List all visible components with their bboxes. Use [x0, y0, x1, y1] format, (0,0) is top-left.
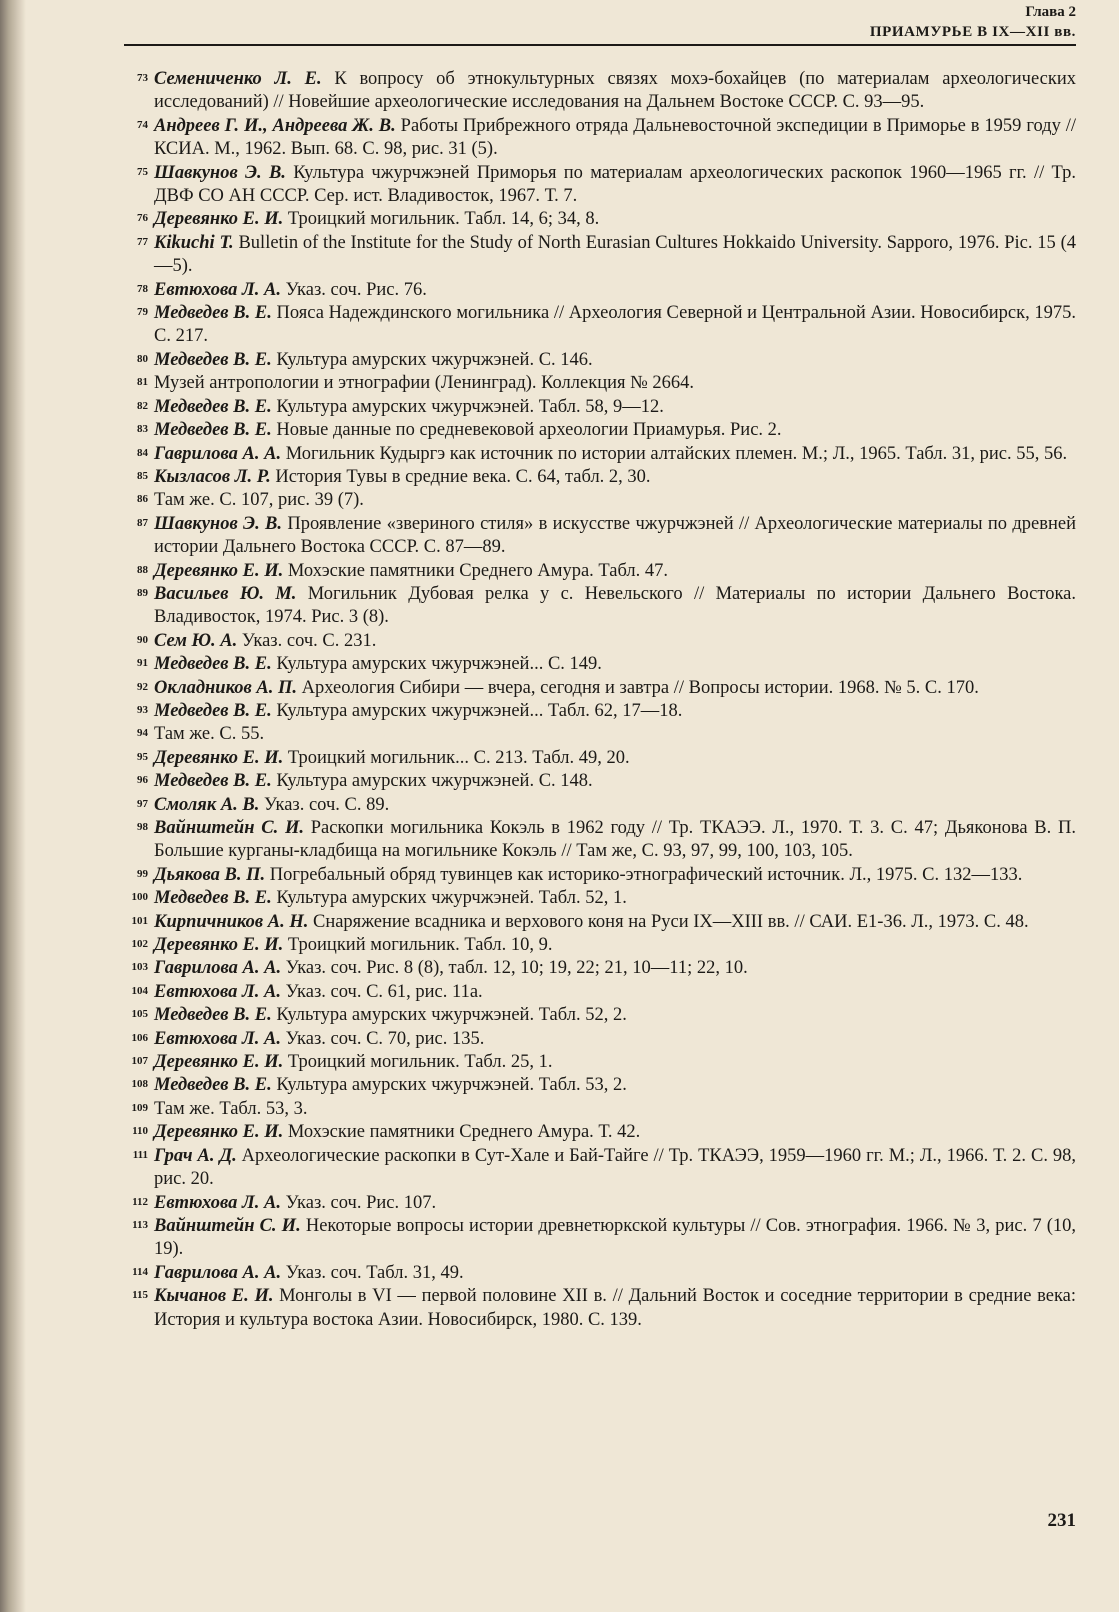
- endnote-author: Медведев В. Е.: [154, 888, 272, 909]
- endnote-author: Шавкунов Э. В.: [154, 162, 286, 183]
- endnote-text: Троицкий могильник. Табл. 25, 1.: [287, 1052, 553, 1073]
- endnote-item: [124, 1215, 1076, 1262]
- endnote-text: Культура амурских чжурчжэней. Табл. 52, 2.: [276, 1005, 627, 1026]
- endnote-item: [124, 279, 1076, 302]
- endnote-author: Медведев В. Е.: [154, 396, 272, 417]
- endnote-text: Указ. соч. С. 70, рис. 135.: [285, 1028, 485, 1049]
- endnote-item: [124, 443, 1076, 466]
- endnote-number: 108: [131, 1078, 148, 1091]
- endnote-item: [124, 1121, 1076, 1144]
- endnote-text: Культура амурских чжурчжэней... Табл. 62, 17—18.: [276, 700, 683, 721]
- endnote-item: [124, 794, 1076, 817]
- endnote-author: Кычанов Е. И.: [154, 1286, 274, 1307]
- endnote-number: 80: [137, 352, 148, 365]
- endnote-number: 89: [137, 586, 148, 599]
- endnote-number: 96: [137, 774, 148, 787]
- endnote-item: [124, 302, 1076, 349]
- endnote-text: Монголы в VI — первой половине XII в. // Дальний Восток и соседние территории в средние века: История и культура востока Азии. Новосибирск, 1980. С. 139.: [154, 1286, 1077, 1330]
- endnote-text: Проявление «звериного стиля» в искусстве чжурчжэней // Археологические материалы по древней истории Дальнего Востока СССР. С. 87—89.: [154, 513, 1077, 558]
- running-title: ПРИАМУРЬЕ В IX—XII вв.: [869, 24, 1076, 40]
- endnote-number: 77: [137, 235, 148, 248]
- endnote-author: Медведев В. Е.: [154, 1075, 272, 1096]
- endnote-number: 90: [137, 633, 148, 646]
- endnote-number: 102: [131, 938, 148, 951]
- endnote-number: 81: [137, 376, 148, 389]
- endnote-number: 111: [132, 1148, 148, 1161]
- endnote-number: 101: [131, 914, 148, 927]
- endnote-author: Андреев Г. И., Андреева Ж. В.: [154, 115, 396, 136]
- endnote-number: 73: [137, 72, 148, 84]
- endnote-number: 112: [132, 1195, 148, 1208]
- endnote-item: [124, 396, 1076, 419]
- endnote-text: Культура амурских чжурчжэней. Табл. 58, 9—12.: [276, 396, 664, 417]
- endnote-text: Работы Прибрежного отряда Дальневосточной экспедиции в Приморье в 1959 году // КСИА. М., 1962. Вып. 68. С. 98, рис. 31 (5).: [154, 115, 1077, 160]
- endnote-text: Указ. соч. С. 89.: [264, 794, 390, 815]
- endnote-item: [124, 1192, 1076, 1215]
- endnote-number: 84: [137, 446, 148, 459]
- endnote-number: 106: [131, 1031, 148, 1044]
- endnote-author: Вайнштейн С. И.: [154, 818, 304, 838]
- endnote-text: Культура чжурчжэней Приморья по материалам археологических раскопок 1960—1965 гг. // Тр. ДВФ СО АН СССР. Сер. ист. Владивосток, 1967. Т. 7.: [154, 162, 1076, 207]
- endnote-author: Васильев Ю. М.: [154, 583, 297, 604]
- endnote-number: 110: [132, 1125, 148, 1138]
- endnote-item: [124, 419, 1076, 442]
- endnote-author: Шавкунов Э. В.: [154, 513, 283, 534]
- endnote-item: [124, 677, 1076, 700]
- endnote-item: [124, 1145, 1076, 1192]
- endnote-number: 88: [137, 563, 148, 576]
- endnote-item: [124, 1051, 1076, 1074]
- endnote-text: Там же. С. 107, рис. 39 (7).: [154, 490, 364, 511]
- endnote-text: Указ. соч. Табл. 31, 49.: [285, 1262, 464, 1283]
- endnote-number: 93: [137, 703, 148, 716]
- endnote-number: 94: [137, 727, 148, 740]
- endnote-number: 100: [131, 891, 148, 904]
- endnote-author: Деревянко Е. И.: [154, 935, 284, 956]
- endnote-item: [124, 1004, 1076, 1027]
- endnote-author: Семениченко Л. Е.: [154, 69, 322, 89]
- book-page: [124, 0, 1076, 1612]
- endnote-text: История Тувы в средние века. С. 64, табл. 2, 30.: [275, 466, 651, 487]
- page-number: 231: [1047, 1510, 1076, 1531]
- endnote-number: 97: [137, 797, 148, 810]
- endnote-text: Новые данные по средневековой археологии Приамурья. Рис. 2.: [276, 420, 782, 441]
- endnote-author: Деревянко Е. И.: [154, 747, 284, 768]
- endnote-item: [124, 1028, 1076, 1051]
- endnote-number: 103: [131, 961, 148, 974]
- endnote-item: [124, 817, 1076, 864]
- endnote-number: 114: [132, 1265, 148, 1278]
- endnote-text: Указ. соч. С. 231.: [241, 630, 377, 651]
- endnote-item: [124, 934, 1076, 957]
- endnote-item: [124, 653, 1076, 676]
- endnote-item: [124, 1074, 1076, 1097]
- endnote-number: 86: [137, 493, 148, 506]
- endnote-author: Вайнштейн С. И.: [154, 1215, 301, 1236]
- endnote-item: [124, 1285, 1076, 1332]
- endnote-item: [124, 68, 1076, 115]
- endnote-item: [124, 349, 1076, 372]
- endnote-author: Медведев В. Е.: [154, 303, 272, 324]
- endnote-text: Культура амурских чжурчжэней... С. 149.: [276, 654, 602, 675]
- endnote-text: Троицкий могильник. Табл. 10, 9.: [287, 935, 553, 956]
- endnote-item: [124, 232, 1076, 279]
- endnote-text: Музей антропологии и этнографии (Ленинград). Коллекция № 2664.: [154, 373, 695, 394]
- endnote-text: Указ. соч. Рис. 76.: [285, 279, 427, 300]
- endnote-number: 91: [137, 657, 148, 670]
- endnote-number: 74: [137, 118, 148, 131]
- endnote-item: [124, 747, 1076, 770]
- endnote-author: Кирпичников А. Н.: [154, 911, 309, 932]
- endnote-number: 115: [132, 1289, 148, 1302]
- endnote-author: Гаврилова А. А.: [154, 443, 282, 464]
- endnote-text: Bulletin of the Institute for the Study of North Eurasian Cultures Hokkaido University. Sapporo, 1976. Pic. 15 (4—5).: [154, 232, 1076, 277]
- endnote-item: [124, 864, 1076, 887]
- endnote-number: 109: [131, 1101, 148, 1114]
- endnote-number: 98: [137, 821, 148, 833]
- endnote-number: 82: [137, 399, 148, 412]
- running-header: [870, 2, 1076, 42]
- endnote-author: Евтюхова Л. А.: [154, 1192, 281, 1213]
- endnote-author: Деревянко Е. И.: [154, 209, 284, 230]
- endnote-number: 95: [137, 750, 148, 763]
- endnote-number: 105: [131, 1008, 148, 1021]
- endnote-text: Археология Сибири — вчера, сегодня и завтра // Вопросы истории. 1968. № 5. С. 170.: [301, 677, 979, 698]
- endnote-item: [124, 1098, 1076, 1121]
- endnote-item: [124, 981, 1076, 1004]
- endnote-number: 107: [131, 1055, 148, 1068]
- endnote-author: Грач А. Д.: [154, 1145, 237, 1166]
- endnote-author: Kikuchi T.: [154, 232, 234, 253]
- endnote-number: 92: [137, 680, 148, 693]
- endnote-item: [124, 911, 1076, 934]
- endnote-author: Медведев В. Е.: [154, 700, 272, 721]
- endnote-author: Окладников А. П.: [154, 677, 298, 698]
- endnote-author: Медведев В. Е.: [154, 654, 272, 675]
- endnote-number: 83: [137, 423, 148, 436]
- endnote-text: Могильник Дубовая релка у с. Невельского // Материалы по истории Дальнего Востока. Владивосток, 1974. Рис. 3 (8).: [154, 583, 1076, 628]
- endnote-text: Культура амурских чжурчжэней. Табл. 53, 2.: [276, 1075, 627, 1096]
- endnote-item: [124, 560, 1076, 583]
- book-spine-shadow: [0, 0, 26, 1612]
- endnotes-list: [124, 68, 1076, 1332]
- endnote-item: [124, 372, 1076, 395]
- endnote-author: Евтюхова Л. А.: [154, 1028, 281, 1049]
- endnote-text: Троицкий могильник... С. 213. Табл. 49, 20.: [287, 747, 630, 768]
- endnote-text: Культура амурских чжурчжэней. С. 146.: [276, 349, 593, 370]
- endnote-number: 113: [132, 1218, 148, 1231]
- endnote-author: Гаврилова А. А.: [154, 1262, 282, 1283]
- endnote-author: Деревянко Е. И.: [154, 560, 284, 581]
- endnote-text: Указ. соч. Рис. 8 (8), табл. 12, 10; 19, 22; 21, 10—11; 22, 10.: [285, 958, 748, 979]
- endnote-text: Пояса Надеждинского могильника // Археология Северной и Центральной Азии. Новосибирск, 1975. С. 217.: [154, 303, 1076, 347]
- endnote-number: 99: [137, 867, 148, 880]
- endnote-author: Медведев В. Е.: [154, 771, 272, 792]
- endnote-text: Там же. С. 55.: [154, 724, 265, 745]
- endnote-text: К вопросу об этнокультурных связях мохэ-бохайцев (по материалам археологических исследований) // Новейшие археологические исследования на Дальнем Востоке СССР. С. 93—95.: [154, 69, 1076, 113]
- endnote-item: [124, 1262, 1076, 1285]
- endnote-text: Культура амурских чжурчжэней. Табл. 52, 1.: [276, 888, 627, 909]
- endnote-item: [124, 162, 1076, 209]
- endnote-text: Мохэские памятники Среднего Амура. Т. 42.: [287, 1122, 641, 1143]
- endnote-author: Дьякова В. П.: [154, 864, 266, 885]
- endnote-text: Могильник Кудыргэ как источник по истории алтайских племен. М.; Л., 1965. Табл. 31, рис. 55, 56.: [285, 443, 1068, 464]
- endnote-number: 104: [131, 984, 148, 997]
- endnote-item: [124, 630, 1076, 653]
- endnote-item: [124, 466, 1076, 489]
- endnote-author: Сем Ю. А.: [154, 630, 238, 651]
- endnote-text: Там же. Табл. 53, 3.: [154, 1098, 308, 1119]
- endnote-item: [124, 887, 1076, 910]
- endnote-author: Евтюхова Л. А.: [154, 279, 281, 300]
- endnote-item: [124, 115, 1076, 162]
- endnote-item: [124, 957, 1076, 980]
- endnote-text: Раскопки могильника Кокэль в 1962 году // Тр. ТКАЭЭ. Л., 1970. Т. 3. С. 47; Дьяконова В. П. Большие курганы-кладбища на могильнике Кокэль // Там же, С. 93, 97, 99, 100, 103, 105.: [154, 818, 1076, 862]
- endnote-text: Троицкий могильник. Табл. 14, 6; 34, 8.: [287, 209, 600, 230]
- endnote-text: Указ. соч. Рис. 107.: [285, 1192, 437, 1213]
- endnote-text: Снаряжение всадника и верхового коня на Руси IX—XIII вв. // САИ. Е1-36. Л., 1973. С. 48.: [312, 911, 1029, 932]
- endnote-item: [124, 489, 1076, 512]
- endnote-text: Культура амурских чжурчжэней. С. 148.: [276, 771, 593, 792]
- endnote-author: Деревянко Е. И.: [154, 1052, 284, 1073]
- endnote-number: 79: [137, 306, 148, 319]
- endnote-text: Погребальный обряд тувинцев как историко-этнографический источник. Л., 1975. С. 132—133.: [269, 864, 1023, 885]
- endnote-item: [124, 583, 1076, 630]
- endnote-item: [124, 513, 1076, 560]
- chapter-label: Глава 2: [1025, 4, 1076, 20]
- endnote-text: Мохэские памятники Среднего Амура. Табл. 47.: [287, 560, 669, 581]
- endnote-item: [124, 723, 1076, 746]
- endnote-author: Кызласов Л. Р.: [154, 466, 271, 487]
- endnote-number: 78: [137, 282, 148, 295]
- endnote-item: [124, 770, 1076, 793]
- endnote-number: 85: [137, 469, 148, 482]
- endnote-author: Деревянко Е. И.: [154, 1122, 284, 1143]
- endnote-author: Гаврилова А. А.: [154, 958, 282, 979]
- endnote-author: Медведев В. Е.: [154, 1005, 272, 1026]
- endnote-item: [124, 208, 1076, 231]
- endnote-number: 75: [137, 165, 148, 178]
- endnote-author: Медведев В. Е.: [154, 420, 272, 441]
- endnote-text: Некоторые вопросы истории древнетюркской культуры // Сов. этнография. 1966. № 3, рис. 7 (10, 19).: [154, 1215, 1076, 1260]
- endnote-number: 87: [137, 516, 148, 529]
- endnote-item: [124, 700, 1076, 723]
- endnote-author: Смоляк А. В.: [154, 794, 260, 815]
- header-rule: [124, 44, 1076, 46]
- endnote-text: Археологические раскопки в Сут-Хале и Бай-Тайге // Тр. ТКАЭЭ, 1959—1960 гг. М.; Л., 1966. Т. 2. С. 98, рис. 20.: [154, 1145, 1077, 1190]
- endnote-author: Медведев В. Е.: [154, 349, 272, 370]
- endnote-number: 76: [137, 212, 148, 225]
- endnote-author: Евтюхова Л. А.: [154, 981, 281, 1002]
- endnote-text: Указ. соч. С. 61, рис. 11а.: [285, 981, 483, 1002]
